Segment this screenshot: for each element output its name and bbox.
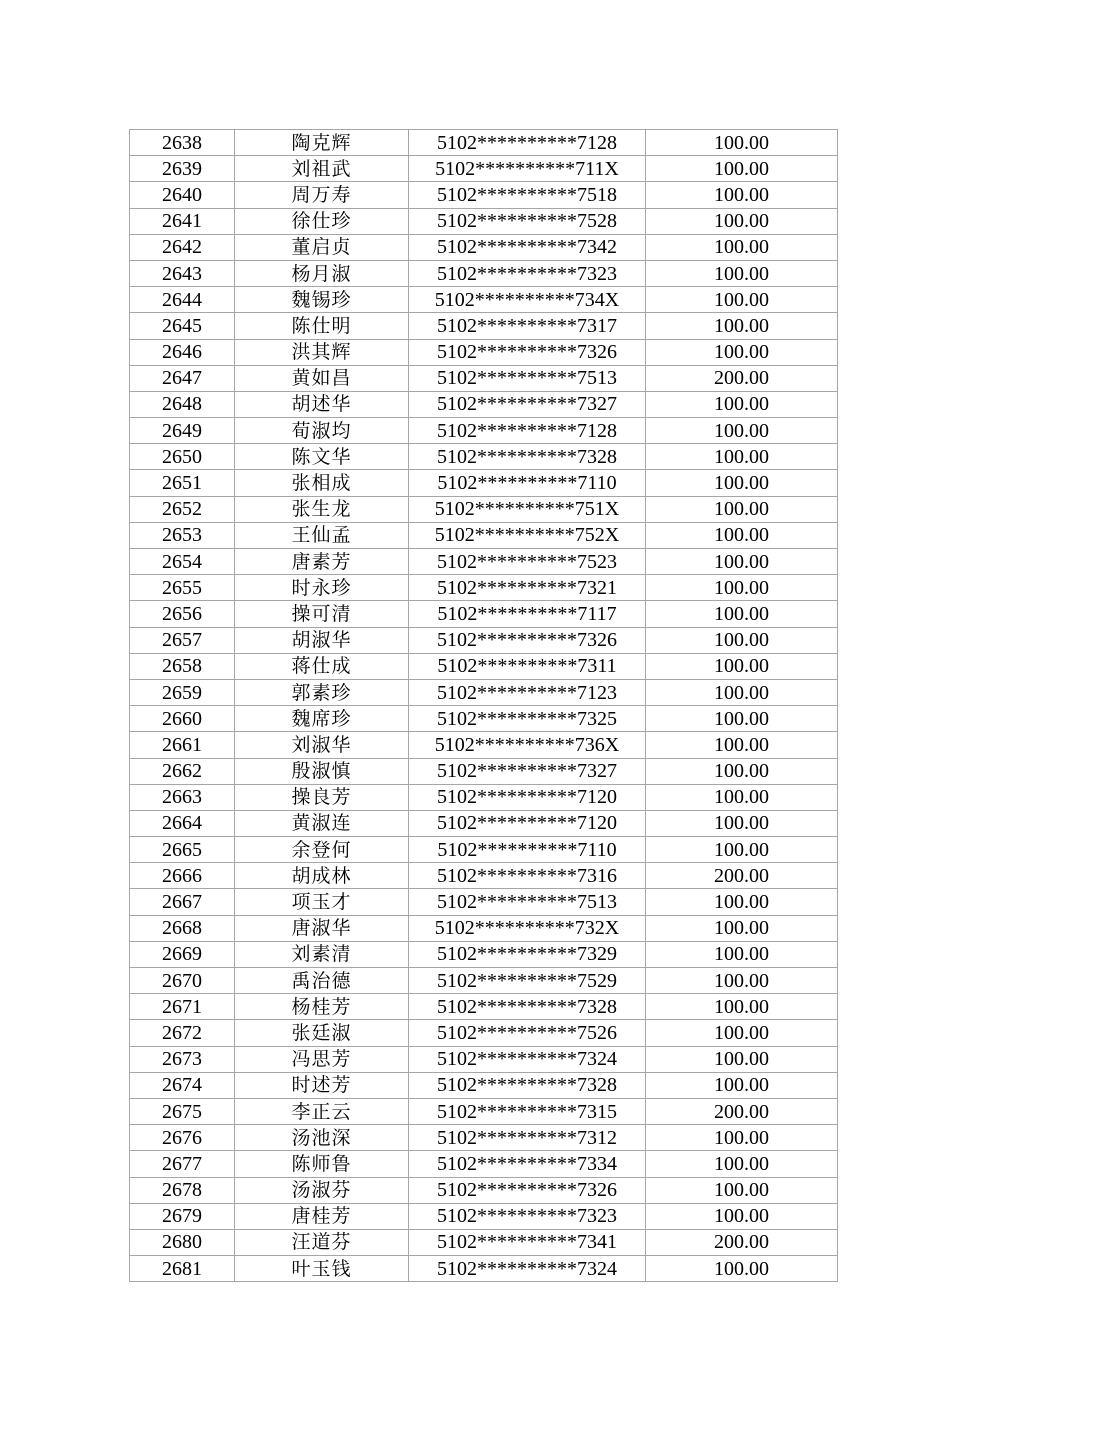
cell-name: 余登何 (235, 837, 409, 863)
cell-id-number: 5102**********7311 (409, 653, 646, 679)
cell-seq: 2655 (130, 575, 235, 601)
cell-name: 叶玉钱 (235, 1256, 409, 1282)
cell-seq: 2640 (130, 182, 235, 208)
cell-name: 项玉才 (235, 889, 409, 915)
cell-name: 汪道芬 (235, 1229, 409, 1255)
cell-amount: 100.00 (646, 156, 838, 182)
cell-seq: 2666 (130, 863, 235, 889)
cell-name: 魏锡珍 (235, 287, 409, 313)
cell-name: 陈仕明 (235, 313, 409, 339)
table-row (130, 1151, 838, 1177)
cell-name: 汤淑芬 (235, 1177, 409, 1203)
cell-seq: 2638 (130, 130, 235, 156)
cell-name: 蒋仕成 (235, 653, 409, 679)
cell-seq: 2652 (130, 496, 235, 522)
cell-seq: 2676 (130, 1125, 235, 1151)
cell-id-number: 5102**********7328 (409, 994, 646, 1020)
cell-id-number: 5102**********7117 (409, 601, 646, 627)
cell-amount: 100.00 (646, 941, 838, 967)
cell-name: 禹治德 (235, 968, 409, 994)
cell-seq: 2649 (130, 418, 235, 444)
cell-seq: 2665 (130, 837, 235, 863)
table-row (130, 287, 838, 313)
cell-amount: 100.00 (646, 1125, 838, 1151)
cell-id-number: 5102**********7324 (409, 1256, 646, 1282)
table-row (130, 522, 838, 548)
cell-id-number: 5102**********7327 (409, 758, 646, 784)
table-row (130, 732, 838, 758)
cell-name: 刘淑华 (235, 732, 409, 758)
cell-id-number: 5102**********7513 (409, 365, 646, 391)
cell-amount: 100.00 (646, 1020, 838, 1046)
cell-name: 唐桂芳 (235, 1203, 409, 1229)
cell-id-number: 5102**********7523 (409, 549, 646, 575)
roster-table-body (130, 130, 838, 1282)
cell-name: 胡述华 (235, 391, 409, 417)
cell-name: 操可清 (235, 601, 409, 627)
cell-amount: 100.00 (646, 1256, 838, 1282)
cell-amount: 100.00 (646, 994, 838, 1020)
cell-id-number: 5102**********7312 (409, 1125, 646, 1151)
cell-name: 李正云 (235, 1098, 409, 1124)
cell-amount: 100.00 (646, 287, 838, 313)
table-row (130, 915, 838, 941)
cell-seq: 2648 (130, 391, 235, 417)
cell-name: 董启贞 (235, 234, 409, 260)
cell-name: 荀淑均 (235, 418, 409, 444)
cell-id-number: 5102**********7329 (409, 941, 646, 967)
cell-name: 胡成林 (235, 863, 409, 889)
table-row (130, 130, 838, 156)
cell-amount: 200.00 (646, 365, 838, 391)
cell-seq: 2646 (130, 339, 235, 365)
table-row (130, 784, 838, 810)
cell-amount: 100.00 (646, 339, 838, 365)
cell-amount: 100.00 (646, 758, 838, 784)
cell-id-number: 5102**********7323 (409, 1203, 646, 1229)
table-row (130, 1229, 838, 1255)
cell-id-number: 5102**********7325 (409, 706, 646, 732)
cell-amount: 100.00 (646, 313, 838, 339)
table-row (130, 339, 838, 365)
cell-amount: 200.00 (646, 1098, 838, 1124)
cell-id-number: 5102**********7328 (409, 444, 646, 470)
cell-id-number: 5102**********7323 (409, 260, 646, 286)
cell-amount: 200.00 (646, 1229, 838, 1255)
cell-name: 徐仕珍 (235, 208, 409, 234)
cell-seq: 2681 (130, 1256, 235, 1282)
cell-seq: 2672 (130, 1020, 235, 1046)
cell-id-number: 5102**********7128 (409, 418, 646, 444)
cell-amount: 100.00 (646, 444, 838, 470)
cell-id-number: 5102**********7128 (409, 130, 646, 156)
table-row (130, 1125, 838, 1151)
cell-name: 唐素芳 (235, 549, 409, 575)
cell-amount: 100.00 (646, 522, 838, 548)
cell-id-number: 5102**********7324 (409, 1046, 646, 1072)
cell-id-number: 5102**********7120 (409, 784, 646, 810)
table-row (130, 1177, 838, 1203)
cell-amount: 100.00 (646, 627, 838, 653)
cell-id-number: 5102**********734X (409, 287, 646, 313)
cell-seq: 2647 (130, 365, 235, 391)
table-row (130, 889, 838, 915)
cell-amount: 100.00 (646, 968, 838, 994)
cell-seq: 2667 (130, 889, 235, 915)
cell-amount: 100.00 (646, 837, 838, 863)
cell-seq: 2673 (130, 1046, 235, 1072)
cell-name: 时永珍 (235, 575, 409, 601)
cell-id-number: 5102**********7513 (409, 889, 646, 915)
cell-seq: 2677 (130, 1151, 235, 1177)
cell-name: 杨桂芳 (235, 994, 409, 1020)
cell-seq: 2639 (130, 156, 235, 182)
cell-id-number: 5102**********7110 (409, 470, 646, 496)
cell-seq: 2661 (130, 732, 235, 758)
cell-name: 时述芳 (235, 1072, 409, 1098)
cell-seq: 2679 (130, 1203, 235, 1229)
cell-amount: 100.00 (646, 679, 838, 705)
cell-seq: 2654 (130, 549, 235, 575)
table-row (130, 1098, 838, 1124)
cell-id-number: 5102**********7518 (409, 182, 646, 208)
cell-seq: 2653 (130, 522, 235, 548)
cell-seq: 2656 (130, 601, 235, 627)
cell-amount: 100.00 (646, 784, 838, 810)
cell-id-number: 5102**********7327 (409, 391, 646, 417)
table-row (130, 575, 838, 601)
table-row (130, 1256, 838, 1282)
table-row (130, 758, 838, 784)
cell-amount: 100.00 (646, 915, 838, 941)
table-row (130, 810, 838, 836)
cell-amount: 100.00 (646, 549, 838, 575)
cell-amount: 100.00 (646, 810, 838, 836)
cell-amount: 200.00 (646, 863, 838, 889)
table-row (130, 365, 838, 391)
table-row (130, 941, 838, 967)
cell-id-number: 5102**********7120 (409, 810, 646, 836)
table-row (130, 313, 838, 339)
table-row (130, 1203, 838, 1229)
table-row (130, 863, 838, 889)
cell-seq: 2680 (130, 1229, 235, 1255)
cell-seq: 2675 (130, 1098, 235, 1124)
cell-id-number: 5102**********7328 (409, 1072, 646, 1098)
cell-amount: 100.00 (646, 391, 838, 417)
cell-id-number: 5102**********7326 (409, 339, 646, 365)
cell-seq: 2674 (130, 1072, 235, 1098)
cell-id-number: 5102**********7316 (409, 863, 646, 889)
cell-amount: 100.00 (646, 732, 838, 758)
cell-amount: 100.00 (646, 234, 838, 260)
cell-id-number: 5102**********736X (409, 732, 646, 758)
cell-amount: 100.00 (646, 1203, 838, 1229)
cell-seq: 2669 (130, 941, 235, 967)
cell-amount: 100.00 (646, 575, 838, 601)
cell-amount: 100.00 (646, 418, 838, 444)
cell-amount: 100.00 (646, 208, 838, 234)
cell-name: 张生龙 (235, 496, 409, 522)
table-row (130, 653, 838, 679)
table-row (130, 470, 838, 496)
cell-name: 殷淑慎 (235, 758, 409, 784)
cell-amount: 100.00 (646, 1072, 838, 1098)
cell-amount: 100.00 (646, 889, 838, 915)
table-row (130, 208, 838, 234)
cell-name: 郭素珍 (235, 679, 409, 705)
cell-seq: 2643 (130, 260, 235, 286)
cell-name: 陶克辉 (235, 130, 409, 156)
roster-table (129, 129, 838, 1282)
cell-id-number: 5102**********7315 (409, 1098, 646, 1124)
cell-amount: 100.00 (646, 130, 838, 156)
cell-name: 魏席珍 (235, 706, 409, 732)
cell-name: 刘素清 (235, 941, 409, 967)
table-row (130, 679, 838, 705)
cell-name: 张廷淑 (235, 1020, 409, 1046)
cell-seq: 2663 (130, 784, 235, 810)
cell-amount: 100.00 (646, 1046, 838, 1072)
cell-id-number: 5102**********7526 (409, 1020, 646, 1046)
cell-seq: 2662 (130, 758, 235, 784)
cell-seq: 2650 (130, 444, 235, 470)
cell-name: 张相成 (235, 470, 409, 496)
cell-seq: 2670 (130, 968, 235, 994)
cell-name: 陈师鲁 (235, 1151, 409, 1177)
cell-seq: 2664 (130, 810, 235, 836)
cell-id-number: 5102**********711X (409, 156, 646, 182)
cell-amount: 100.00 (646, 260, 838, 286)
table-row (130, 260, 838, 286)
table-row (130, 627, 838, 653)
table-row (130, 1072, 838, 1098)
cell-seq: 2651 (130, 470, 235, 496)
cell-id-number: 5102**********7342 (409, 234, 646, 260)
cell-name: 黄淑连 (235, 810, 409, 836)
cell-id-number: 5102**********7123 (409, 679, 646, 705)
cell-amount: 100.00 (646, 653, 838, 679)
cell-amount: 100.00 (646, 182, 838, 208)
cell-seq: 2678 (130, 1177, 235, 1203)
cell-seq: 2658 (130, 653, 235, 679)
cell-id-number: 5102**********7326 (409, 627, 646, 653)
table-row (130, 706, 838, 732)
cell-id-number: 5102**********751X (409, 496, 646, 522)
cell-id-number: 5102**********752X (409, 522, 646, 548)
table-row (130, 496, 838, 522)
table-row (130, 234, 838, 260)
cell-seq: 2641 (130, 208, 235, 234)
cell-amount: 100.00 (646, 706, 838, 732)
cell-name: 周万寿 (235, 182, 409, 208)
cell-seq: 2642 (130, 234, 235, 260)
cell-name: 王仙孟 (235, 522, 409, 548)
cell-name: 汤池深 (235, 1125, 409, 1151)
cell-seq: 2668 (130, 915, 235, 941)
table-row (130, 182, 838, 208)
table-row (130, 444, 838, 470)
cell-id-number: 5102**********7321 (409, 575, 646, 601)
cell-seq: 2660 (130, 706, 235, 732)
cell-name: 唐淑华 (235, 915, 409, 941)
cell-id-number: 5102**********7334 (409, 1151, 646, 1177)
table-row (130, 549, 838, 575)
cell-amount: 100.00 (646, 601, 838, 627)
table-row (130, 418, 838, 444)
cell-seq: 2659 (130, 679, 235, 705)
cell-amount: 100.00 (646, 1177, 838, 1203)
cell-name: 黄如昌 (235, 365, 409, 391)
cell-amount: 100.00 (646, 470, 838, 496)
cell-name: 杨月淑 (235, 260, 409, 286)
cell-seq: 2644 (130, 287, 235, 313)
cell-id-number: 5102**********7341 (409, 1229, 646, 1255)
table-row (130, 968, 838, 994)
table-row (130, 837, 838, 863)
cell-id-number: 5102**********7110 (409, 837, 646, 863)
cell-id-number: 5102**********7529 (409, 968, 646, 994)
cell-id-number: 5102**********7326 (409, 1177, 646, 1203)
cell-name: 刘祖武 (235, 156, 409, 182)
cell-seq: 2671 (130, 994, 235, 1020)
cell-name: 洪其辉 (235, 339, 409, 365)
table-row (130, 156, 838, 182)
table-row (130, 601, 838, 627)
cell-name: 陈文华 (235, 444, 409, 470)
cell-id-number: 5102**********732X (409, 915, 646, 941)
cell-id-number: 5102**********7317 (409, 313, 646, 339)
table-row (130, 391, 838, 417)
table-row (130, 1046, 838, 1072)
cell-id-number: 5102**********7528 (409, 208, 646, 234)
cell-name: 操良芳 (235, 784, 409, 810)
cell-amount: 100.00 (646, 1151, 838, 1177)
cell-seq: 2657 (130, 627, 235, 653)
cell-amount: 100.00 (646, 496, 838, 522)
cell-seq: 2645 (130, 313, 235, 339)
table-row (130, 994, 838, 1020)
table-row (130, 1020, 838, 1046)
cell-name: 冯思芳 (235, 1046, 409, 1072)
cell-name: 胡淑华 (235, 627, 409, 653)
